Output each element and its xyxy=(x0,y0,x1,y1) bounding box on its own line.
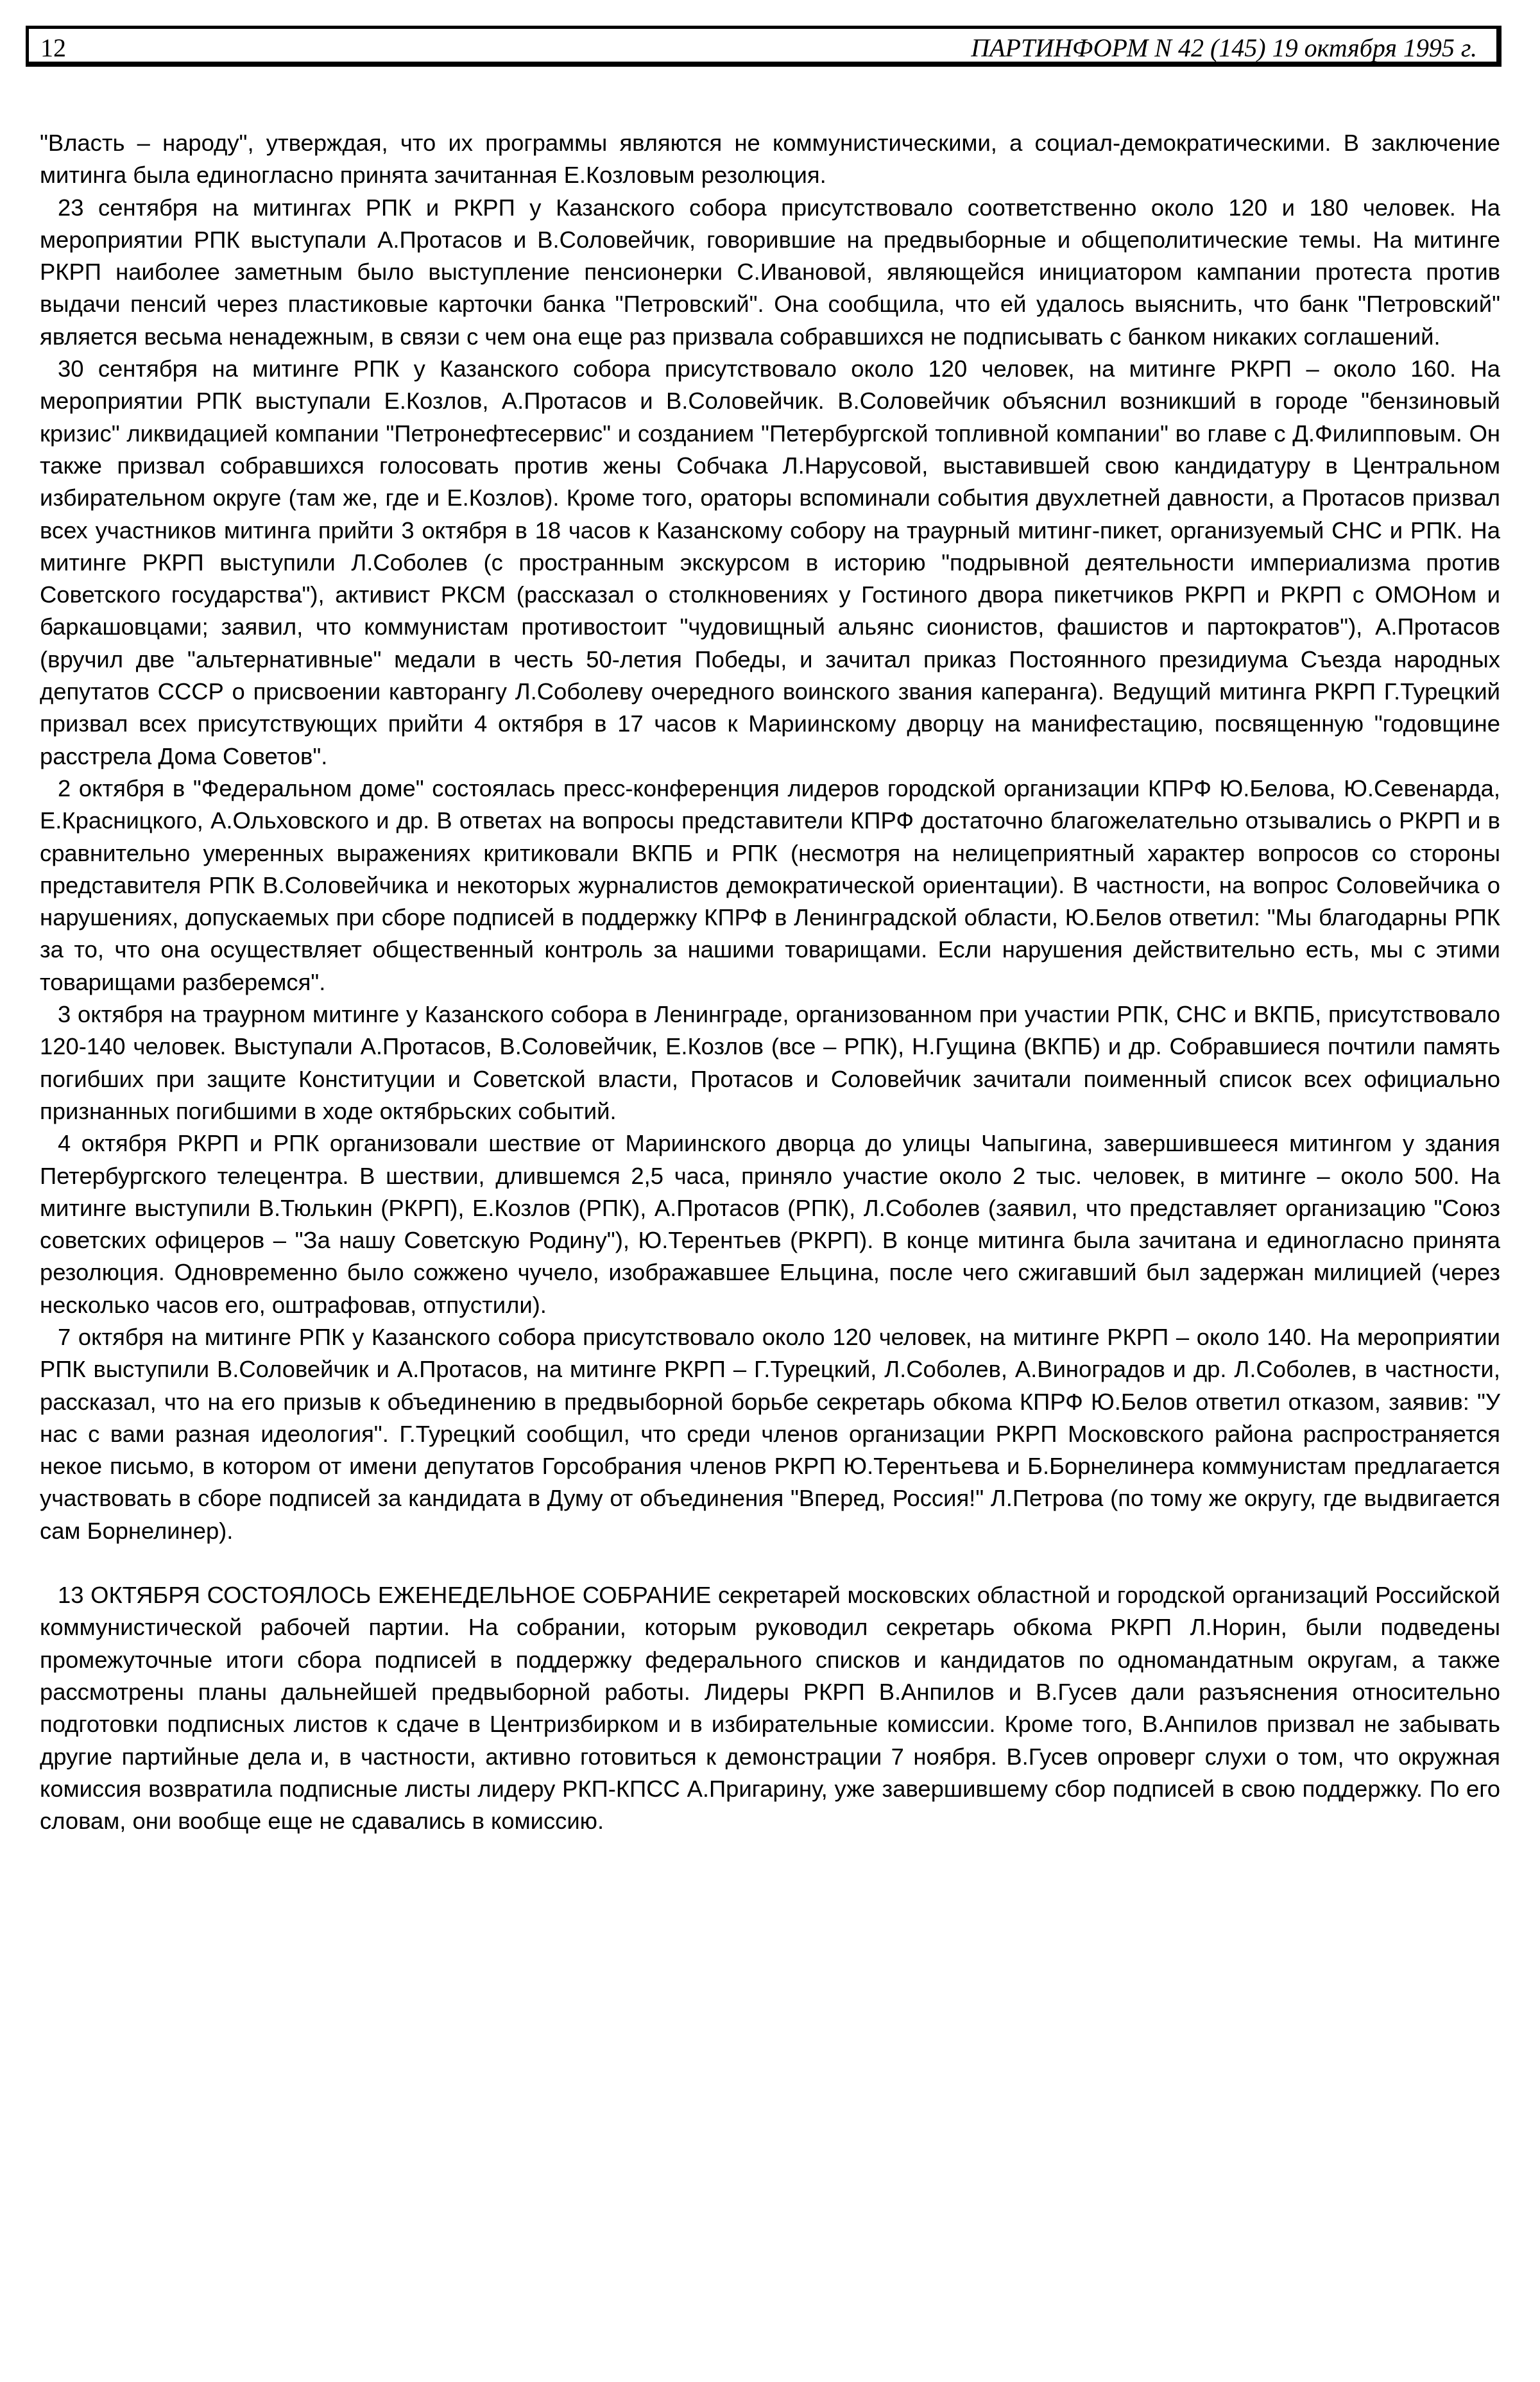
issue-line: ПАРТИНФОРМ N 42 (145) 19 октября 1995 г. xyxy=(971,33,1477,62)
page-number: 12 xyxy=(40,33,66,62)
paragraph: 23 сентября на митингах РПК и РКРП у Казанского собора присутствовало соответственно около 120 и 180 человек. На мероприятии РПК выступали А.Протасов и В.Соловейчик, говорившие на предвыборные и общеполитические темы. На митинге РКРП наиболее заметным было выступление пенсионерки С.Ивановой, являющейся инициатором кампании протеста против выдачи пенсий через пластиковые карточки банка "Петровский". Она сообщила, что ей удалось выяснить, что банк "Петровский" является весьма ненадежным, в связи с чем она еще раз призвала собравшихся не подписывать с банком никаких соглашений. xyxy=(40,194,1500,350)
paragraph: 4 октября РКРП и РПК организовали шествие от Мариинского дворца до улицы Чапыгина, завершившееся митингом у здания Петербургского телецентра. В шествии, длившемся 2,5 часа, приняло участие около 2 тыс. человек, в митинге – около 500. На митинге выступили В.Тюлькин (РКРП), Е.Козлов (РПК), А.Протасов (РПК), Л.Соболев (заявил, что представляет организацию "Союз советских офицеров – "За нашу Советскую Родину"), Ю.Терентьев (РКРП). В конце митинга была зачитана и единогласно принята резолюция. Одновременно было сожжено чучело, изображавшее Ельцина, после чего сжигавший был задержан милицией (через несколько часов его, оштрафовав, отпустили). xyxy=(40,1130,1500,1318)
paragraph: 7 октября на митинге РПК у Казанского собора присутствовало около 120 человек, на митинге РКРП – около 140. На мероприятии РПК выступили В.Соловейчик и А.Протасов, на митинге РКРП – Г.Турецкий, Л.Соболев, А.Виноградов и др. Л.Соболев, в частности, рассказал, что на его призыв к объединению в предвыборной борьбе секретарь обкома КПРФ Ю.Белов ответил отказом, заявив: "У нас с вами разная идеология". Г.Турецкий сообщил, что среди членов организации РКРП Московского района распространяется некое письмо, в котором от имени депутатов Горсобрания членов РКРП Ю.Терентьева и Б.Борнелинера коммунистам предлагается участвовать в сборе подписей за кандидата в Думу от объединения "Вперед, Россия!" Л.Петрова (по тому же округу, где выдвигается сам Борнелинер). xyxy=(40,1323,1500,1544)
page-header xyxy=(26,26,1502,67)
article-body xyxy=(40,127,1500,1837)
paragraph: 3 октября на траурном митинге у Казанского собора в Ленинграде, организованном при участии РПК, СНС и ВКПБ, присутствовало 120-140 человек. Выступали А.Протасов, В.Соловейчик, Е.Козлов (все – РПК), Н.Гущина (ВКПБ) и др. Собравшиеся почтили память погибших при защите Конституции и Советской власти, Протасов и Соловейчик зачитали поименный список всех официально признанных погибшими в ходе октябрьских событий. xyxy=(40,1001,1500,1124)
paragraph: "Власть – народу", утверждая, что их программы являются не коммунистическими, а социал-демократическими. В заключение митинга была единогласно принята зачитанная Е.Козловым резолюция. xyxy=(40,130,1500,189)
paragraph: 2 октября в "Федеральном доме" состоялась пресс-конференция лидеров городской организации КПРФ Ю.Белова, Ю.Севенарда, Е.Красницкого, А.Ольховского и др. В ответах на вопросы представители КПРФ достаточно благожелательно отзывались о РКРП и в сравнительно умеренных выражениях критиковали ВКПБ и РПК (несмотря на нелицеприятный характер вопросов со стороны представителя РПК В.Соловейчика и некоторых журналистов демократической ориентации). В частности, на вопрос Соловейчика о нарушениях, допускаемых при сборе подписей в поддержку КПРФ в Ленинградской области, Ю.Белов ответил: "Мы благодарны РПК за то, что она осуществляет общественный контроль за нашими товарищами. Если нарушения действительно есть, мы с этими товарищами разберемся". xyxy=(40,775,1500,995)
paragraph: 30 сентября на митинге РПК у Казанского собора присутствовало около 120 человек, на митинге РКРП – около 160. На мероприятии РПК выступали Е.Козлов, А.Протасов и В.Соловейчик. В.Соловейчик объяснил возникший в городе "бензиновый кризис" ликвидацией компании "Петронефтесервис" и созданием "Петербургской топливной компании" во главе с Д.Филипповым. Он также призвал собравшихся голосовать против жены Собчака Л.Нарусовой, выставившей свою кандидатуру в Центральном избирательном округе (там же, где и Е.Козлов). Кроме того, ораторы вспоминали события двухлетней давности, а Протасов призвал всех участников митинга прийти 3 октября в 18 часов к Казанскому собору на траурный митинг-пикет, организуемый СНС и РПК. На митинге РКРП выступили Л.Соболев (с пространным экскурсом в историю "подрывной деятельности империализма против Советского государства"), активист РКСМ (рассказал о столкновениях у Гостиного двора пикетчиков РКРП и РКРП с ОМОНом и баркашовцами; заявил, что коммунистам противостоит "чудовищный альянс сионистов, фашистов и партократов"), А.Протасов (вручил две "альтернативные" медали в честь 50-летия Победы, и зачитал приказ Постоянного президиума Съезда народных депутатов СССР о присвоении кавторангу Л.Соболеву очередного воинского звания каперанга). Ведущий митинга РКРП Г.Турецкий призвал всех присутствующих прийти 4 октября в 17 часов к Мариинскому дворцу на манифестацию, посвященную "годовщине расстрела Дома Советов". xyxy=(40,356,1500,769)
paragraph: 13 ОКТЯБРЯ СОСТОЯЛОСЬ ЕЖЕНЕДЕЛЬНОЕ СОБРАНИЕ секретарей московских областной и городской организаций Российской коммунистической рабочей партии. На собрании, которым руководил секретарь обкома РКРП Л.Норин, были подведены промежуточные итоги сбора подписей в поддержку федерального списков и кандидатов по одномандатным округам, а также рассмотрены планы дальнейшей предвыборной работы. Лидеры РКРП В.Анпилов и В.Гусев дали разъяснения относительно подготовки подписных листов к сдаче в Центризбирком и в избирательные комиссии. Кроме того, В.Анпилов призвал не забывать другие партийные дела и, в частности, активно готовиться к демонстрации 7 ноября. В.Гусев опроверг слухи о том, что окружная комиссия возвратила подписные листы лидеру РКП-КПСС А.Пригарину, уже завершившему сбор подписей в свою поддержку. По его словам, они вообще еще не сдавались в комиссию. xyxy=(40,1582,1500,1835)
